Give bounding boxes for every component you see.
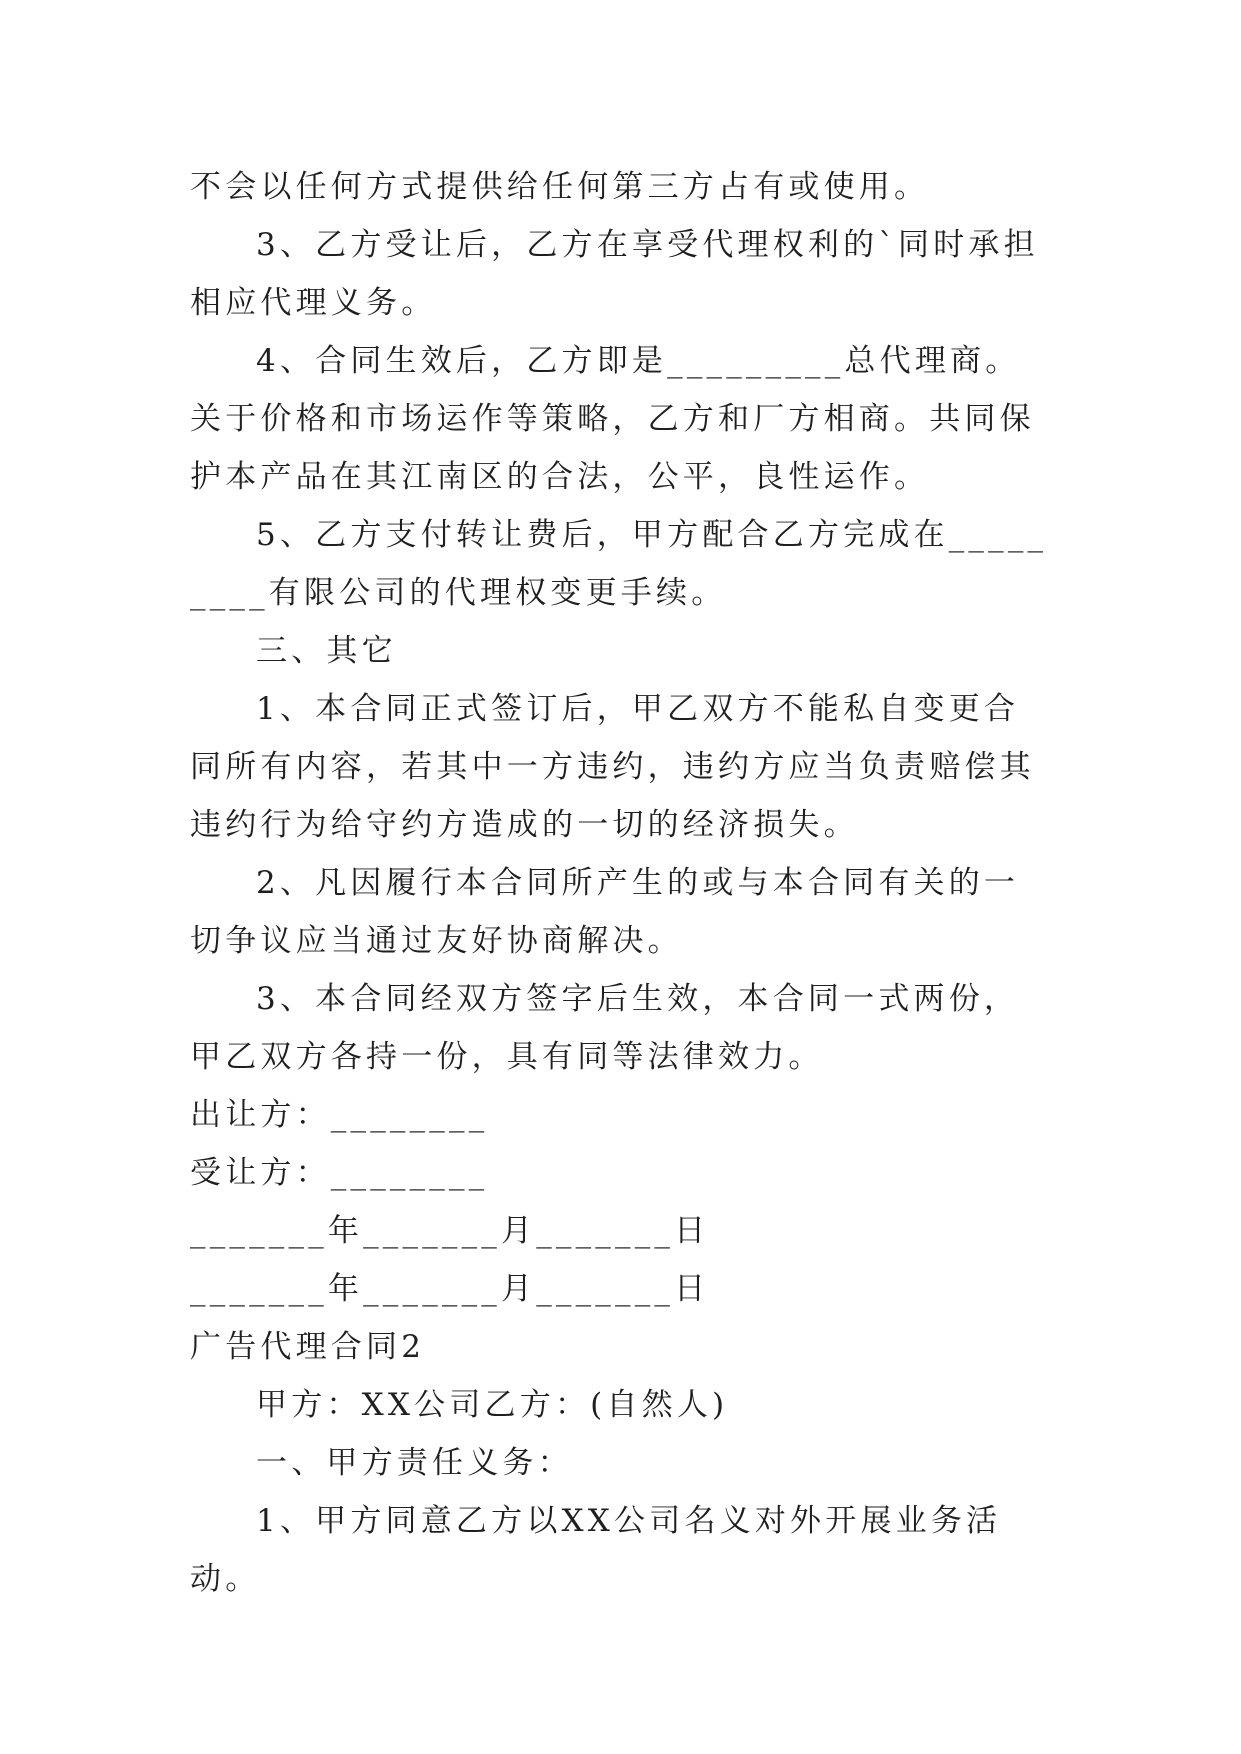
clause-3-1: 1、本合同正式签订后，甲乙双方不能私自变更合同所有内容，若其中一方违约，违约方应当负责赔偿其违约行为给守约方造成的一切的经济损失。 — [190, 691, 1035, 843]
clause-3-2: 2、凡因履行本合同所产生的或与本合同有关的一切争议应当通过友好协商解决。 — [190, 865, 1020, 959]
transferee-signature: 受让方：________ — [190, 1155, 489, 1191]
transferor-signature: 出让方：________ — [190, 1097, 489, 1133]
paragraph-continuation: 不会以任何方式提供给任何第三方占有或使用。 — [190, 169, 930, 205]
contract-2-heading-party-a: 一、甲方责任义务： — [256, 1445, 573, 1481]
contract-2-parties: 甲方：XX公司乙方：(自然人) — [256, 1387, 729, 1423]
section-heading-other: 三、其它 — [256, 633, 397, 669]
clause-2-5: 5、乙方支付转让费后，甲方配合乙方完成在_________有限公司的代理权变更手续。 — [190, 517, 1048, 611]
contract-2-title: 广告代理合同2 — [190, 1329, 426, 1365]
contract-2-clause-1: 1、甲方同意乙方以XX公司名义对外开展业务活动。 — [190, 1503, 1002, 1597]
clause-2-4: 4、合同生效后，乙方即是_________总代理商。关于价格和市场运作等策略，乙方和厂方相商。共同保护本产品在其江南区的合法，公平，良性运作。 — [190, 343, 1035, 495]
date-line-1: _______年_______月_______日 — [190, 1213, 710, 1249]
clause-3-3: 3、本合同经双方签字后生效，本合同一式两份，甲乙双方各持一份，具有同等法律效力。 — [190, 981, 1020, 1075]
date-line-2: _______年_______月_______日 — [190, 1271, 710, 1307]
document-body — [190, 158, 1052, 1608]
clause-2-3: 3、乙方受让后，乙方在享受代理权利的`同时承担相应代理义务。 — [190, 227, 1039, 321]
